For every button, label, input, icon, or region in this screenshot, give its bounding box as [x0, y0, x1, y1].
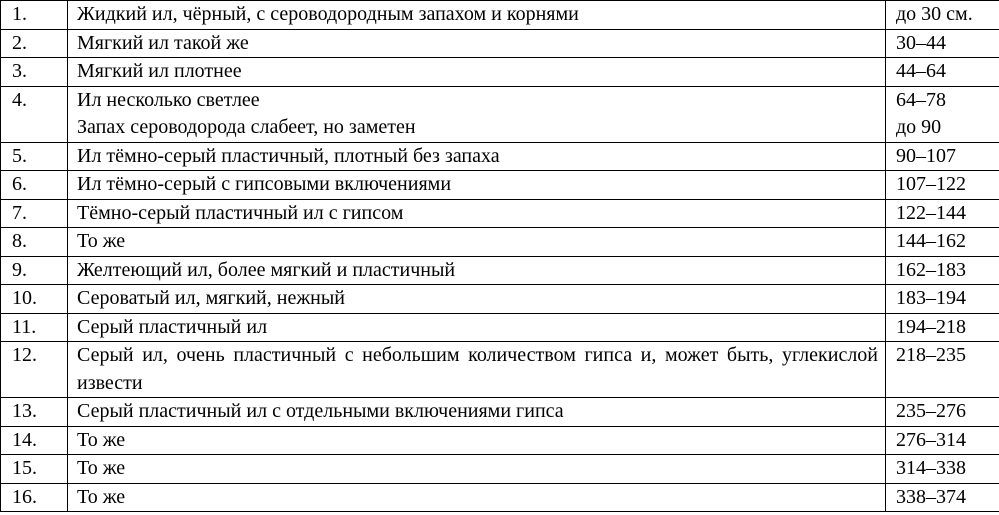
layer-number: 11. — [1, 313, 68, 342]
table-row — [1, 1, 999, 30]
layer-number: 12. — [1, 342, 68, 398]
table-row — [1, 29, 999, 58]
layer-description: Жидкий ил, чёрный, с сероводородным запахом и корнями — [68, 1, 886, 30]
layer-description: То же — [68, 483, 886, 512]
layer-description: Тёмно-серый пластичный ил с гипсом — [68, 199, 886, 228]
table-body — [1, 1, 999, 512]
layer-number: 8. — [1, 228, 68, 257]
table-row — [1, 313, 999, 342]
table-row — [1, 483, 999, 512]
layer-depth: 107–122 — [886, 171, 999, 200]
layer-depth: 144–162 — [886, 228, 999, 257]
layer-description: Желтеющий ил, более мягкий и пластичный — [68, 256, 886, 285]
layer-number: 1. — [1, 1, 68, 30]
table-row — [1, 199, 999, 228]
layer-number: 14. — [1, 426, 68, 455]
table-row — [1, 455, 999, 484]
layer-depth: 44–64 — [886, 58, 999, 87]
layer-description: Ил тёмно-серый пластичный, плотный без запаха — [68, 142, 886, 171]
table-row — [1, 86, 999, 142]
layer-depth: 235–276 — [886, 398, 999, 427]
layer-depth: 183–194 — [886, 285, 999, 314]
layer-number: 9. — [1, 256, 68, 285]
layer-number: 15. — [1, 455, 68, 484]
layer-number: 10. — [1, 285, 68, 314]
layer-description: То же — [68, 455, 886, 484]
layer-description: Серый пластичный ил — [68, 313, 886, 342]
layer-number: 16. — [1, 483, 68, 512]
layer-depth — [886, 86, 999, 142]
layer-description: Сероватый ил, мягкий, нежный — [68, 285, 886, 314]
table-row — [1, 342, 999, 398]
layer-description — [68, 86, 886, 142]
layer-description: То же — [68, 228, 886, 257]
description-line: Запах сероводорода слабеет, но заметен — [77, 116, 416, 138]
layer-depth: 90–107 — [886, 142, 999, 171]
table-row — [1, 256, 999, 285]
layer-number: 6. — [1, 171, 68, 200]
layer-description: То же — [68, 426, 886, 455]
layer-description: Ил тёмно-серый с гипсовыми включениями — [68, 171, 886, 200]
table-row — [1, 142, 999, 171]
layer-number: 4. — [1, 86, 68, 142]
layer-description: Серый ил, очень пластичный с небольшим количеством гипса и, может быть, углекислой извести — [68, 342, 886, 398]
table-row — [1, 398, 999, 427]
depth-line: до 90 — [896, 116, 942, 138]
layer-depth: 276–314 — [886, 426, 999, 455]
layer-depth: до 30 см. — [886, 1, 999, 30]
layer-depth: 218–235 — [886, 342, 999, 398]
layer-depth: 162–183 — [886, 256, 999, 285]
depth-line: 64–78 — [896, 88, 946, 111]
table-row — [1, 426, 999, 455]
layer-description: Мягкий ил плотнее — [68, 58, 886, 87]
layer-depth: 314–338 — [886, 455, 999, 484]
table-row — [1, 171, 999, 200]
layer-number: 5. — [1, 142, 68, 171]
layer-depth: 30–44 — [886, 29, 999, 58]
table-row — [1, 58, 999, 87]
layer-description: Мягкий ил такой же — [68, 29, 886, 58]
table-row — [1, 228, 999, 257]
layer-number: 3. — [1, 58, 68, 87]
layer-number: 13. — [1, 398, 68, 427]
layer-depth: 194–218 — [886, 313, 999, 342]
layer-description: Серый пластичный ил с отдельными включениями гипса — [68, 398, 886, 427]
layer-number: 7. — [1, 199, 68, 228]
layer-depth: 338–374 — [886, 483, 999, 512]
table-row — [1, 285, 999, 314]
description-line: Ил несколько светлее — [77, 88, 260, 111]
layer-depth: 122–144 — [886, 199, 999, 228]
layer-number: 2. — [1, 29, 68, 58]
